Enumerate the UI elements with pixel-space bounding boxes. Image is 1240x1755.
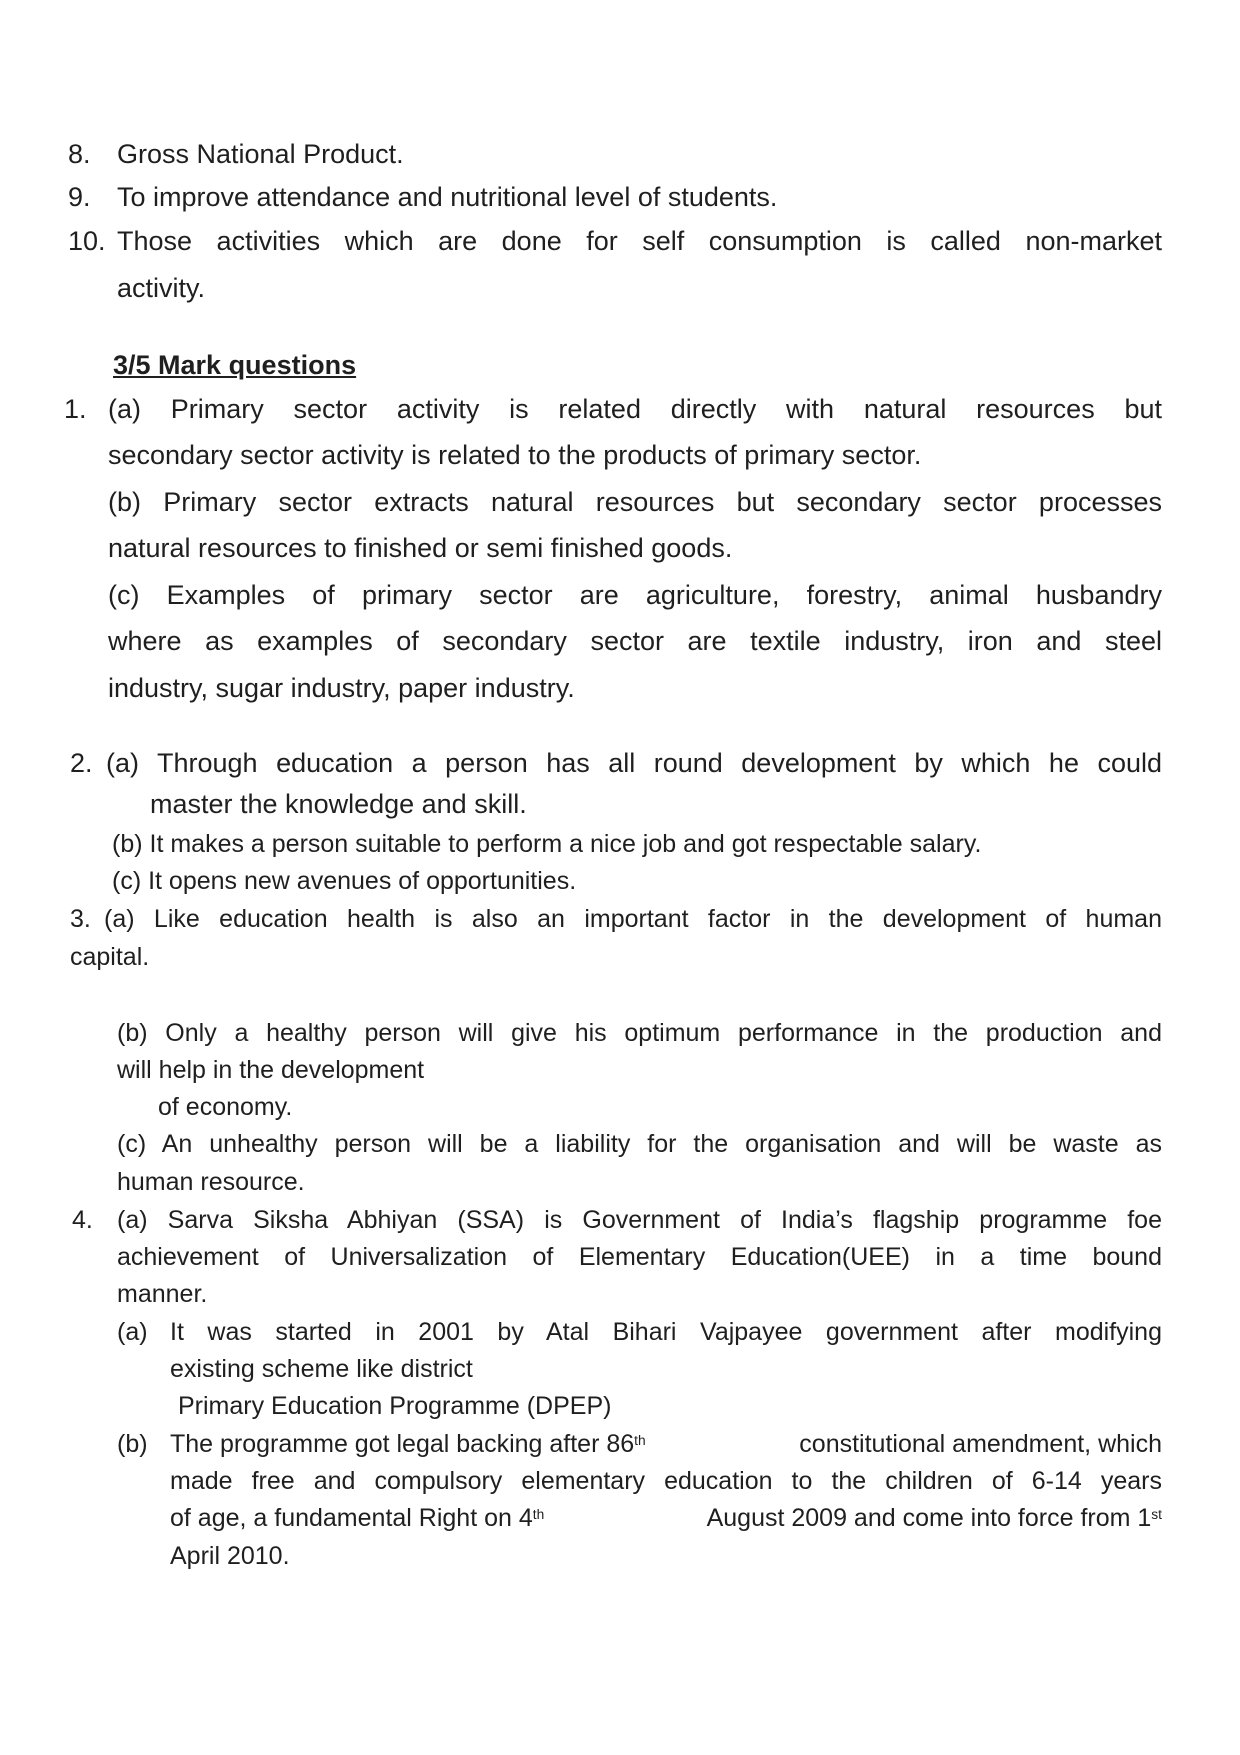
q4-sub-b-line-1-end: constitutional amendment, which (799, 1430, 1162, 1458)
q3-line-7: human resource. (117, 1168, 305, 1196)
q4-line-1: (a) Sarva Siksha Abhiyan (SSA) is Government of India’s flagship programme foe (117, 1206, 1162, 1234)
q4-number: 4. (72, 1206, 93, 1234)
q1-line-2: secondary sector activity is related to the products of primary sector. (108, 440, 922, 470)
q4-sub-b-line-3-start: of age, a fundamental Right on 4th (170, 1504, 545, 1532)
q4-sub-b-label: (b) (117, 1430, 148, 1458)
q1-line-3: (b) Primary sector extracts natural resources but secondary sector processes (108, 487, 1162, 517)
q3-line-5: of economy. (158, 1093, 293, 1121)
q2-line-4: (c) It opens new avenues of opportunities. (112, 867, 577, 895)
q4-sub-a-line-3: Primary Education Programme (DPEP) (178, 1392, 612, 1420)
answer-9-number: 9. (68, 182, 91, 212)
answer-8-text: Gross National Product. (117, 139, 404, 169)
q4-sub-b-line-2: made free and compulsory elementary education to the children of 6-14 years (170, 1467, 1162, 1495)
q3-line-1: (a) Like education health is also an important factor in the development of human (104, 905, 1162, 933)
q4-sub-b-line-1 (170, 1430, 1162, 1459)
q4-sub-a-label: (a) (117, 1318, 148, 1346)
q1-line-5: (c) Examples of primary sector are agriculture, forestry, animal husbandry (108, 580, 1162, 610)
q3-line-4: will help in the development (117, 1056, 425, 1084)
q4-sub-b-line-4: April 2010. (170, 1542, 290, 1570)
q4-sub-a-line-1: It was started in 2001 by Atal Bihari Vajpayee government after modifying (170, 1318, 1162, 1346)
q3-line-3: (b) Only a healthy person will give his optimum performance in the production and (117, 1019, 1162, 1047)
q1-line-4: natural resources to finished or semi finished goods. (108, 533, 733, 563)
q3-line-2: capital. (70, 943, 150, 971)
q4-sub-b-line-3 (170, 1504, 1162, 1533)
q3-number: 3. (70, 905, 91, 933)
q4-sub-b-line-1-start: The programme got legal backing after 86th (170, 1430, 646, 1458)
answer-10-text-cont: activity. (117, 273, 206, 303)
q1-line-1: (a) Primary sector activity is related directly with natural resources but (108, 394, 1162, 424)
q2-line-1: (a) Through education a person has all round development by which he could (106, 748, 1162, 778)
q1-line-7: industry, sugar industry, paper industry. (108, 673, 575, 703)
answer-10-text: Those activities which are done for self consumption is called non-market (117, 226, 1162, 256)
q4-sub-b-line-3-end: August 2009 and come into force from 1st (706, 1504, 1162, 1532)
q2-line-2: master the knowledge and skill. (150, 789, 527, 819)
answer-9-text: To improve attendance and nutritional level of students. (117, 182, 778, 212)
q3-line-6: (c) An unhealthy person will be a liability for the organisation and will be waste as (117, 1130, 1162, 1158)
answer-10-number: 10. (68, 226, 106, 256)
section-heading: 3/5 Mark questions (113, 350, 357, 380)
q4-sub-a-line-2: existing scheme like district (170, 1355, 473, 1383)
q4-line-2: achievement of Universalization of Elementary Education(UEE) in a time bound (117, 1243, 1162, 1271)
q1-line-6: where as examples of secondary sector are textile industry, iron and steel (108, 626, 1162, 656)
answer-8-number: 8. (68, 139, 91, 169)
q4-line-3: manner. (117, 1280, 208, 1308)
q2-number: 2. (70, 748, 93, 778)
q2-line-3: (b) It makes a person suitable to perform a nice job and got respectable salary. (112, 830, 982, 858)
q1-number: 1. (64, 394, 87, 424)
